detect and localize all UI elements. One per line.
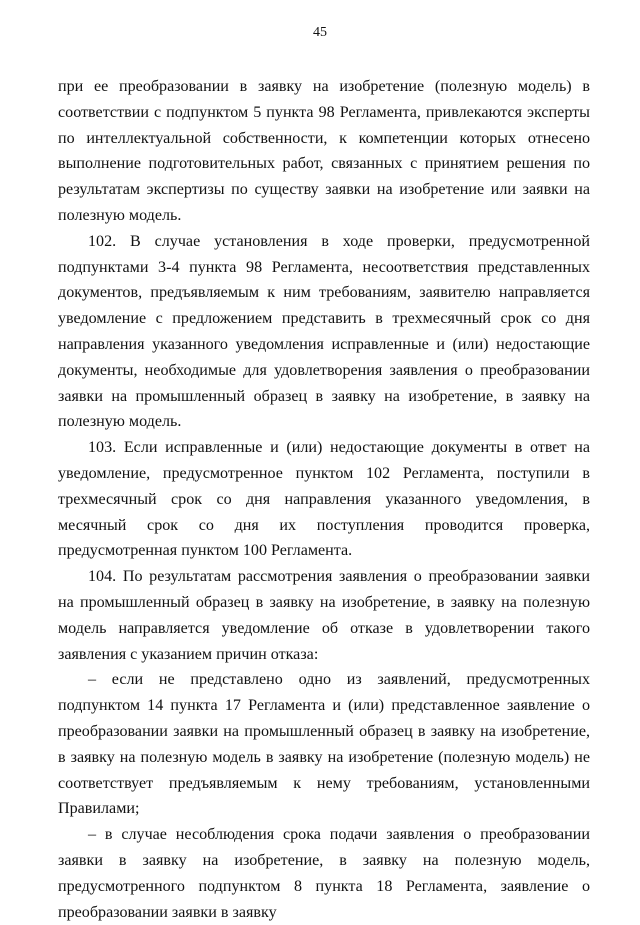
list-item-reason-2: – в случае несоблюдения срока подачи заявления о преобразовании заявки в заявку на изобретение, в заявку на полезную модель, предусмотренного подпунктом 8 пункта 18 Регламента, заявление о преобразовании заявки в заявку [58,826,590,921]
page-number: 45 [313,25,327,40]
list-item-reason-1: – если не представлено одно из заявлений, предусмотренных подпунктом 14 пункта 17 Регламента и (или) представленное заявление о преобразовании заявки на промышленный образец в заявку на изобретение, в заявку на полезную модель в заявку на изобретение (полезную модель) не соответствует предъявляемым к нему требованиям, установленными Правилами; [58,671,590,818]
paragraph-104: 104. По результатам рассмотрения заявления о преобразовании заявки на промышленный образец в заявку на изобретение, в заявку на полезную модель направляется уведомление об отказе в удовлетворении такого заявления с указанием причин отказа: [58,568,590,663]
paragraph-103: 103. Если исправленные и (или) недостающие документы в ответ на уведомление, предусмотренное пунктом 102 Регламента, поступили в трехмесячный срок со дня направления указанного уведомления, в месячный срок со дня их поступления проводится проверка, предусмотренная пунктом 100 Регламента. [58,439,590,560]
paragraph-102: 102. В случае установления в ходе проверки, предусмотренной подпунктами 3-4 пункта 98 Регламента, несоответствия представленных документов, предъявляемым к ним требованиям, заявителю направляется уведомление с предложением представить в трехмесячный срок со дня направления указанного уведомления исправленные и (или) недостающие документы, необходимые для удовлетворения заявления о преобразовании заявки на промышленный образец в заявку на изобретение, в заявку на полезную модель. [58,232,590,431]
paragraph-continuation: при ее преобразовании в заявку на изобретение (полезную модель) в соответствии с подпунктом 5 пункта 98 Регламента, привлекаются эксперты по интеллектуальной собственности, к компетенции которых отнесено выполнение подготовительных работ, связанных с принятием решения по результатам экспертизы по существу заявки на изобретение или заявки на полезную модель. [58,78,590,224]
document-body [58,74,590,925]
